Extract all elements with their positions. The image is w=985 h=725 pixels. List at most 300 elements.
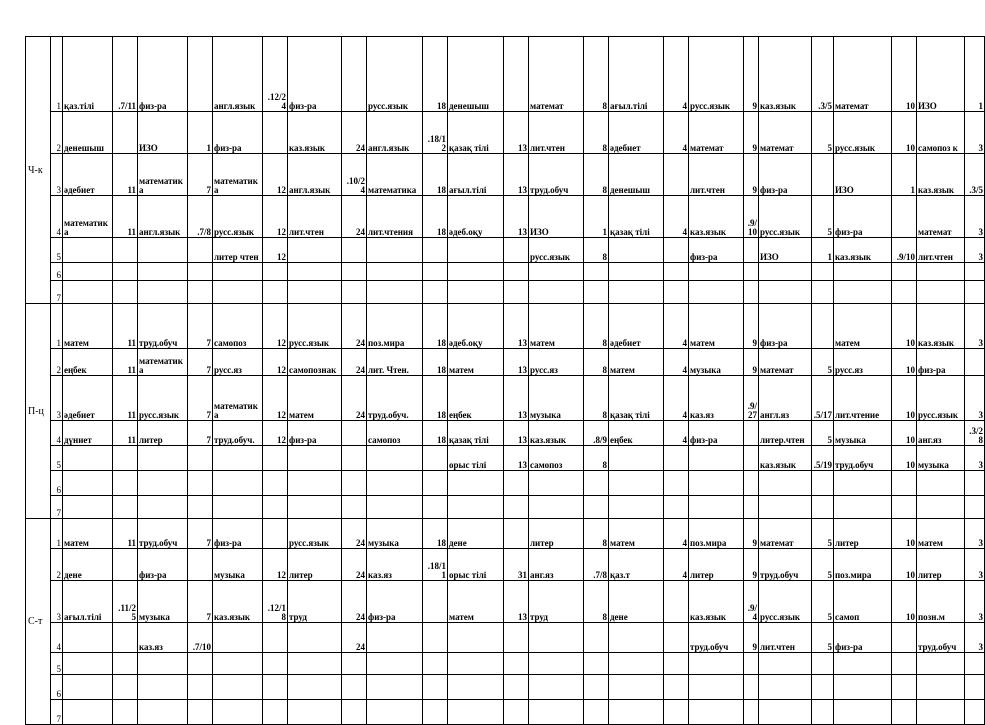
room-cell [812,700,834,725]
room-cell: 8 [584,238,609,263]
subject-cell: лит.чтен [917,238,965,263]
room-cell: 11 [113,421,138,446]
schedule-row [26,549,985,581]
subject-cell [759,263,812,281]
room-cell: 13 [504,349,529,376]
schedule-row [26,421,985,446]
room-cell: 12 [263,196,288,238]
room-cell: 11 [113,376,138,421]
subject-cell [689,281,744,304]
room-cell [664,496,689,519]
subject-cell [689,675,744,700]
lesson-number: 5 [51,653,63,675]
schedule-row [26,519,985,549]
room-cell [812,496,834,519]
subject-cell: математика [138,154,188,196]
subject-cell: каз.яз [689,376,744,421]
subject-cell: матем [834,304,892,349]
room-cell: 13 [504,376,529,421]
room-cell: 4 [664,37,689,112]
subject-cell: труд.обуч [834,446,892,471]
room-cell: .8/9 [584,421,609,446]
subject-cell [759,281,812,304]
subject-cell: ағыл.тілі [609,37,664,112]
room-cell: 5 [812,623,834,653]
subject-cell: каз.язык [288,112,342,154]
subject-cell: ИЗО [917,37,965,112]
schedule-row [26,653,985,675]
subject-cell [213,623,263,653]
subject-cell [138,446,188,471]
room-cell: 11 [113,304,138,349]
subject-cell: англ.язык [213,37,263,112]
lesson-number: 6 [51,675,63,700]
subject-cell: каз.язык [213,581,263,623]
room-cell [342,471,367,496]
subject-cell [63,623,113,653]
lesson-number: 2 [51,549,63,581]
room-cell [263,446,288,471]
subject-cell [834,496,892,519]
subject-cell: денешыш [63,112,113,154]
subject-cell: лит.чтен [288,196,342,238]
room-cell [504,281,529,304]
subject-cell [609,281,664,304]
subject-cell [529,623,584,653]
subject-cell: матем [63,519,113,549]
subject-cell: литер [529,519,584,549]
room-cell: 11 [113,196,138,238]
room-cell: 1 [584,196,609,238]
subject-cell [288,700,342,725]
subject-cell [609,238,664,263]
room-cell: 12 [263,304,288,349]
room-cell: .5/19 [812,446,834,471]
room-cell [664,446,689,471]
subject-cell: каз.язык [689,196,744,238]
subject-cell [138,675,188,700]
room-cell [892,675,917,700]
room-cell [423,653,448,675]
room-cell [263,471,288,496]
subject-cell: музыка [917,446,965,471]
subject-cell: матем [448,349,504,376]
room-cell [423,496,448,519]
room-cell [965,349,985,376]
room-cell [113,281,138,304]
subject-cell: ИЗО [834,154,892,196]
subject-cell: матем [609,349,664,376]
subject-cell: самопоз [213,304,263,349]
subject-cell: математ [917,196,965,238]
room-cell [504,623,529,653]
room-cell [342,421,367,446]
subject-cell: каз.яз [138,623,188,653]
subject-cell [917,471,965,496]
schedule-row [26,196,985,238]
room-cell [584,496,609,519]
subject-cell [689,496,744,519]
subject-cell: труд.обуч. [213,421,263,446]
room-cell: 4 [664,196,689,238]
subject-cell: литер [689,549,744,581]
room-cell: .12/18 [263,581,288,623]
subject-cell: әдеб.оқу [448,196,504,238]
subject-cell: физ-ра [138,37,188,112]
subject-cell: литер [917,549,965,581]
room-cell: .12/24 [263,37,288,112]
room-cell [423,238,448,263]
room-cell: 10 [892,112,917,154]
room-cell: .10/24 [342,154,367,196]
room-cell: 9 [744,519,759,549]
room-cell: 11 [113,349,138,376]
subject-cell [213,471,263,496]
room-cell: 10 [892,446,917,471]
room-cell: 9 [744,37,759,112]
room-cell [188,700,213,725]
subject-cell: англ.язык [288,154,342,196]
room-cell: .9/10 [744,196,759,238]
room-cell [504,37,529,112]
subject-cell: физ-ра [759,304,812,349]
room-cell: 18 [423,154,448,196]
subject-cell: матем [609,519,664,549]
subject-cell: физ-ра [288,37,342,112]
room-cell: 5 [812,581,834,623]
room-cell [744,675,759,700]
lesson-number: 7 [51,700,63,725]
subject-cell [448,496,504,519]
room-cell: 8 [584,304,609,349]
subject-cell: самопознак [288,349,342,376]
room-cell: .3/28 [965,421,985,446]
subject-cell: дене [609,581,664,623]
schedule-row [26,37,985,112]
room-cell [263,653,288,675]
subject-cell: математ [689,112,744,154]
room-cell [892,496,917,519]
schedule-row [26,376,985,421]
subject-cell: литер чтен [213,238,263,263]
subject-cell: труд.обуч [529,154,584,196]
subject-cell [448,653,504,675]
subject-cell: труд.обуч [138,304,188,349]
room-cell: 3 [965,446,985,471]
room-cell: .7/11 [113,37,138,112]
room-cell: 10 [892,349,917,376]
subject-cell: русс.язык [213,196,263,238]
subject-cell: матем [917,519,965,549]
room-cell [965,263,985,281]
subject-cell [63,653,113,675]
day-label: С-т [26,519,51,725]
subject-cell [917,653,965,675]
subject-cell [288,653,342,675]
room-cell [342,281,367,304]
lesson-number: 3 [51,154,63,196]
room-cell: 10 [892,421,917,446]
room-cell [342,37,367,112]
schedule-row [26,112,985,154]
room-cell: .18/11 [423,549,448,581]
room-cell [504,519,529,549]
subject-cell: физ-ра [138,549,188,581]
subject-cell: позн.м [917,581,965,623]
lesson-number: 1 [51,304,63,349]
subject-cell: музыка [689,349,744,376]
subject-cell: самопоз к [917,112,965,154]
subject-cell: поз.мира [834,549,892,581]
room-cell: 7 [188,349,213,376]
subject-cell: каз.язык [917,154,965,196]
subject-cell: математ [759,519,812,549]
subject-cell [834,471,892,496]
room-cell: 8 [584,519,609,549]
room-cell: 8 [584,112,609,154]
room-cell: 8 [584,349,609,376]
subject-cell [609,263,664,281]
subject-cell [63,238,113,263]
subject-cell [367,238,423,263]
room-cell: 4 [664,519,689,549]
room-cell: .9/4 [744,581,759,623]
room-cell [504,238,529,263]
room-cell [113,263,138,281]
room-cell: 9 [744,349,759,376]
room-cell [812,653,834,675]
subject-cell [288,623,342,653]
room-cell: 12 [263,238,288,263]
subject-cell: англ.яз [759,376,812,421]
schedule-row [26,675,985,700]
subject-cell: физ-ра [689,238,744,263]
subject-cell: лит.чтен [689,154,744,196]
room-cell [664,581,689,623]
room-cell [263,519,288,549]
subject-cell [213,653,263,675]
room-cell [892,196,917,238]
subject-cell [138,471,188,496]
room-cell: 5 [812,349,834,376]
lesson-number: 2 [51,349,63,376]
room-cell: .7/8 [188,196,213,238]
subject-cell: самопоз [367,421,423,446]
room-cell: 24 [342,581,367,623]
subject-cell [138,653,188,675]
schedule-table [25,36,985,725]
room-cell [188,549,213,581]
subject-cell: каз.язык [689,581,744,623]
subject-cell: литер [288,549,342,581]
room-cell [113,549,138,581]
schedule-row [26,281,985,304]
subject-cell: физ-ра [917,349,965,376]
subject-cell: самоп [834,581,892,623]
subject-cell [63,263,113,281]
lesson-number: 3 [51,376,63,421]
room-cell: 1 [188,112,213,154]
room-cell: 3 [965,519,985,549]
room-cell [342,700,367,725]
room-cell: .7/10 [188,623,213,653]
subject-cell [367,263,423,281]
room-cell: 24 [342,304,367,349]
room-cell [744,700,759,725]
subject-cell [288,238,342,263]
subject-cell [63,446,113,471]
subject-cell [609,471,664,496]
room-cell: 9 [744,112,759,154]
subject-cell: труд.обуч. [367,376,423,421]
subject-cell [529,281,584,304]
schedule-row [26,349,985,376]
subject-cell [63,471,113,496]
room-cell [965,700,985,725]
subject-cell [689,263,744,281]
room-cell [812,281,834,304]
room-cell: 3 [965,196,985,238]
subject-cell [689,700,744,725]
room-cell [504,496,529,519]
subject-cell [138,700,188,725]
subject-cell [609,675,664,700]
subject-cell: музыка [138,581,188,623]
room-cell [423,446,448,471]
lesson-number: 4 [51,196,63,238]
lesson-number: 1 [51,519,63,549]
lesson-number: 6 [51,471,63,496]
subject-cell [759,700,812,725]
subject-cell [213,700,263,725]
lesson-number: 5 [51,238,63,263]
room-cell: 18 [423,519,448,549]
subject-cell [834,281,892,304]
schedule-row [26,700,985,725]
room-cell: 1 [892,154,917,196]
room-cell: 1 [965,37,985,112]
subject-cell: дене [448,519,504,549]
subject-cell [689,471,744,496]
room-cell: 4 [664,304,689,349]
room-cell: 8 [584,376,609,421]
room-cell: 24 [342,519,367,549]
room-cell [584,623,609,653]
room-cell [744,471,759,496]
subject-cell [138,281,188,304]
lesson-number: 5 [51,446,63,471]
schedule-row [26,446,985,471]
subject-cell [288,675,342,700]
room-cell: 4 [664,112,689,154]
subject-cell [448,263,504,281]
subject-cell: литер.чтен [759,421,812,446]
subject-cell [448,675,504,700]
room-cell [664,675,689,700]
room-cell: 3 [965,549,985,581]
subject-cell: матем [689,304,744,349]
room-cell [263,700,288,725]
day-label: Ч-к [26,37,51,304]
room-cell: 4 [664,421,689,446]
room-cell: 12 [263,349,288,376]
room-cell [188,37,213,112]
room-cell [664,653,689,675]
day-label: П-ц [26,304,51,519]
room-cell [342,496,367,519]
subject-cell [529,653,584,675]
subject-cell: физ-ра [213,519,263,549]
subject-cell [448,700,504,725]
subject-cell [288,281,342,304]
room-cell [965,675,985,700]
subject-cell: русс.яз [213,349,263,376]
room-cell [664,263,689,281]
room-cell [263,281,288,304]
lesson-number: 4 [51,623,63,653]
room-cell [664,281,689,304]
room-cell [423,263,448,281]
subject-cell [138,263,188,281]
room-cell [263,263,288,281]
schedule-row [26,238,985,263]
room-cell [113,700,138,725]
room-cell [744,496,759,519]
room-cell [113,653,138,675]
room-cell [812,263,834,281]
subject-cell [213,446,263,471]
subject-cell: труд.обуч [138,519,188,549]
subject-cell [609,623,664,653]
subject-cell: русс.яз [529,349,584,376]
room-cell: .3/5 [812,37,834,112]
subject-cell [609,446,664,471]
subject-cell [917,263,965,281]
subject-cell [288,446,342,471]
subject-cell: каз.яз [367,549,423,581]
subject-cell: поз.мира [367,304,423,349]
room-cell: 13 [504,446,529,471]
subject-cell [834,653,892,675]
room-cell: 13 [504,154,529,196]
subject-cell [529,471,584,496]
subject-cell [288,263,342,281]
room-cell: 12 [263,154,288,196]
subject-cell: еңбек [448,376,504,421]
subject-cell [367,700,423,725]
room-cell: .7/8 [584,549,609,581]
subject-cell: литер [138,421,188,446]
room-cell: 3 [965,238,985,263]
subject-cell: ИЗО [529,196,584,238]
subject-cell: ИЗО [759,238,812,263]
lesson-number: 3 [51,581,63,623]
subject-cell: денешыш [448,37,504,112]
subject-cell [917,281,965,304]
subject-cell: қазақ тілі [609,376,664,421]
room-cell: 18 [423,196,448,238]
room-cell [188,446,213,471]
room-cell: .9/10 [892,238,917,263]
subject-cell [138,238,188,263]
room-cell [504,675,529,700]
room-cell: .18/12 [423,112,448,154]
room-cell: 7 [188,154,213,196]
room-cell [584,263,609,281]
subject-cell: әдебиет [609,304,664,349]
room-cell: 24 [342,196,367,238]
room-cell [584,653,609,675]
